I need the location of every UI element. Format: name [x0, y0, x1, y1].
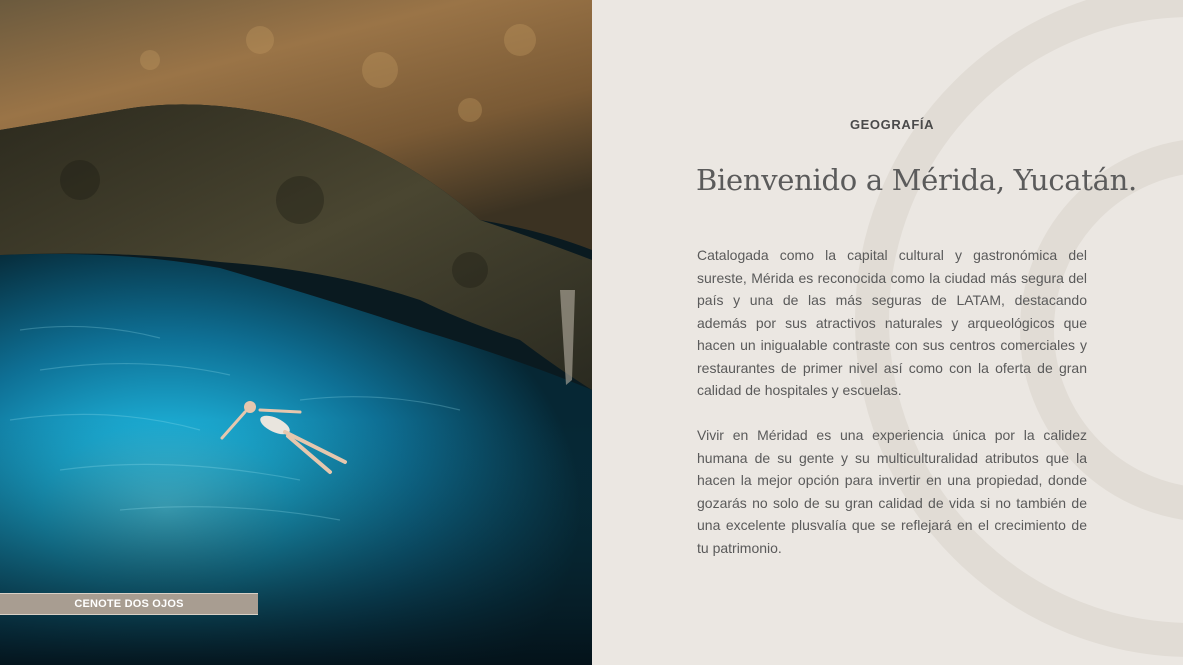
section-eyebrow: GEOGRAFÍA: [849, 117, 935, 132]
body-paragraph-2: Vivir en Méridad es una experiencia única por la calidez humana de su gente y su multiculturalidad atributos que la hacen la mejor opción para invertir en una propiedad, donde gozarás no solo de su gran calidad de vida si no también de una excelente plusvalía que se reflejará en el crecimiento de tu patrimonio.: [697, 427, 1087, 556]
article-panel: [592, 0, 1183, 665]
photo-caption: CENOTE DOS OJOS: [0, 593, 258, 615]
body-paragraph-1: Catalogada como la capital cultural y gastronómica del sureste, Mérida es reconocida como la ciudad más segura del país y una de las más seguras de LATAM, destacando además por sus atractivos naturales y arqueológicos que hacen un inigualable contraste con sus centros comerciales y restaurantes de primer nivel así como con la oferta de gran calidad de hospitales y escuelas.: [697, 247, 1087, 398]
page-title: Bienvenido a Mérida, Yucatán.: [696, 163, 1137, 197]
